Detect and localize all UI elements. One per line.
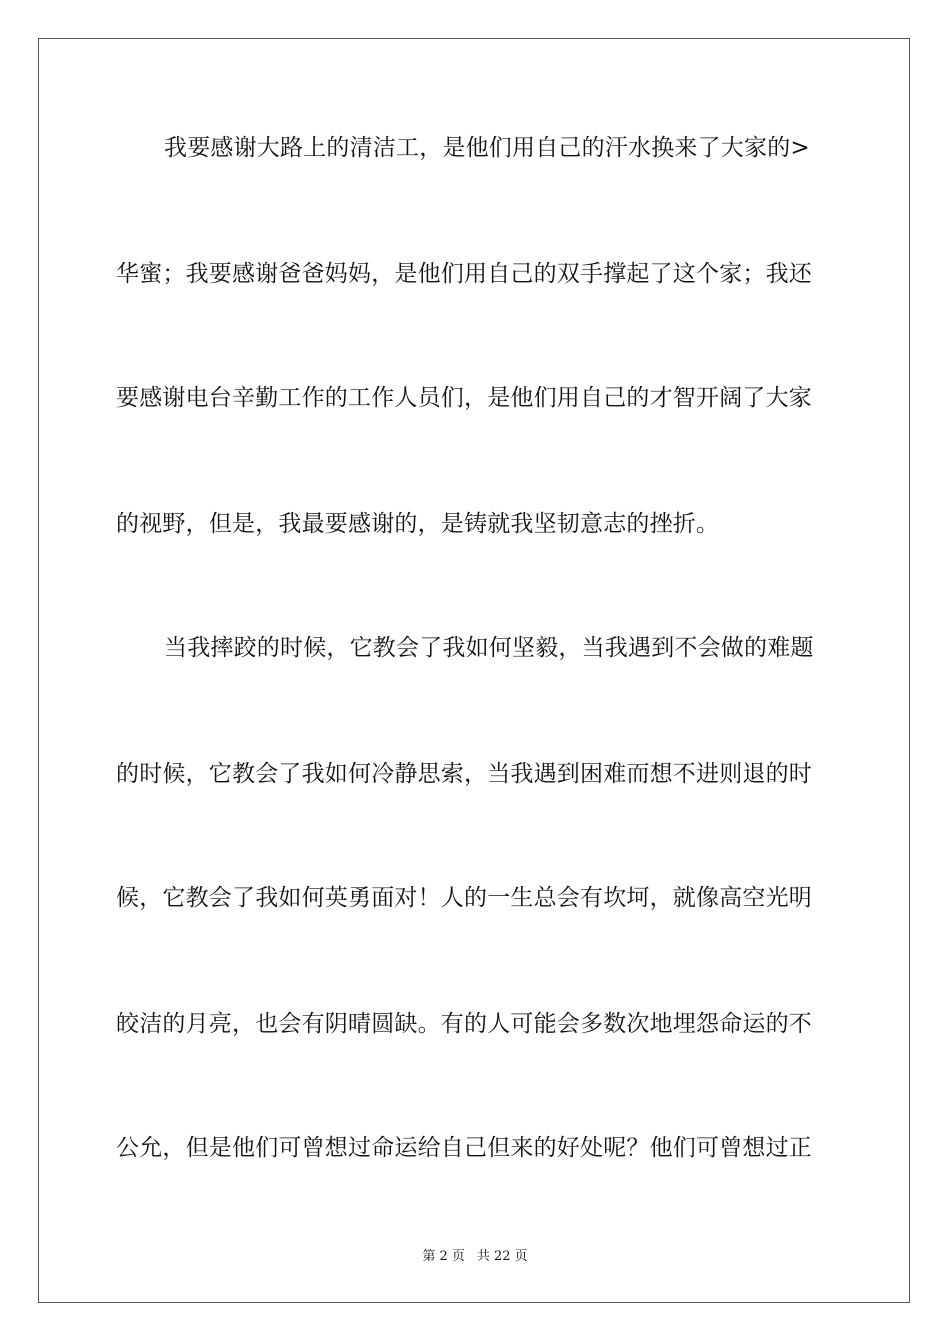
page-total: 共 22 页 <box>476 1249 528 1264</box>
text-line: 皎洁的月亮，也会有阴晴圆缺。有的人可能会多数次地埋怨命运的不 <box>116 1011 812 1037</box>
text-line: 当我摔跤的时候，它教会了我如何坚毅，当我遇到不会做的难题 <box>164 635 814 661</box>
text-line: 公允，但是他们可曾想过命运给自己但来的好处呢？他们可曾想过正 <box>116 1135 812 1161</box>
text-line: 要感谢电台辛勤工作的工作人员们，是他们用自己的才智开阔了大家 <box>116 385 812 411</box>
page-footer <box>0 1248 950 1266</box>
text-line: 我要感谢大路上的清洁工，是他们用自己的汗水换来了大家的> <box>164 135 810 161</box>
text-line: 候，它教会了我如何英勇面对！人的一生总会有坎坷，就像高空光明 <box>116 885 812 911</box>
text-line: 的时候，它教会了我如何冷静思索，当我遇到困难而想不进则退的时 <box>116 761 812 787</box>
page-number: 第 2 页 <box>422 1249 465 1264</box>
text-line: 华蜜；我要感谢爸爸妈妈，是他们用自己的双手撑起了这个家；我还 <box>116 261 812 287</box>
text-line: 的视野，但是，我最要感谢的，是铸就我坚韧意志的挫折。 <box>116 511 720 537</box>
page-frame <box>38 38 910 1303</box>
